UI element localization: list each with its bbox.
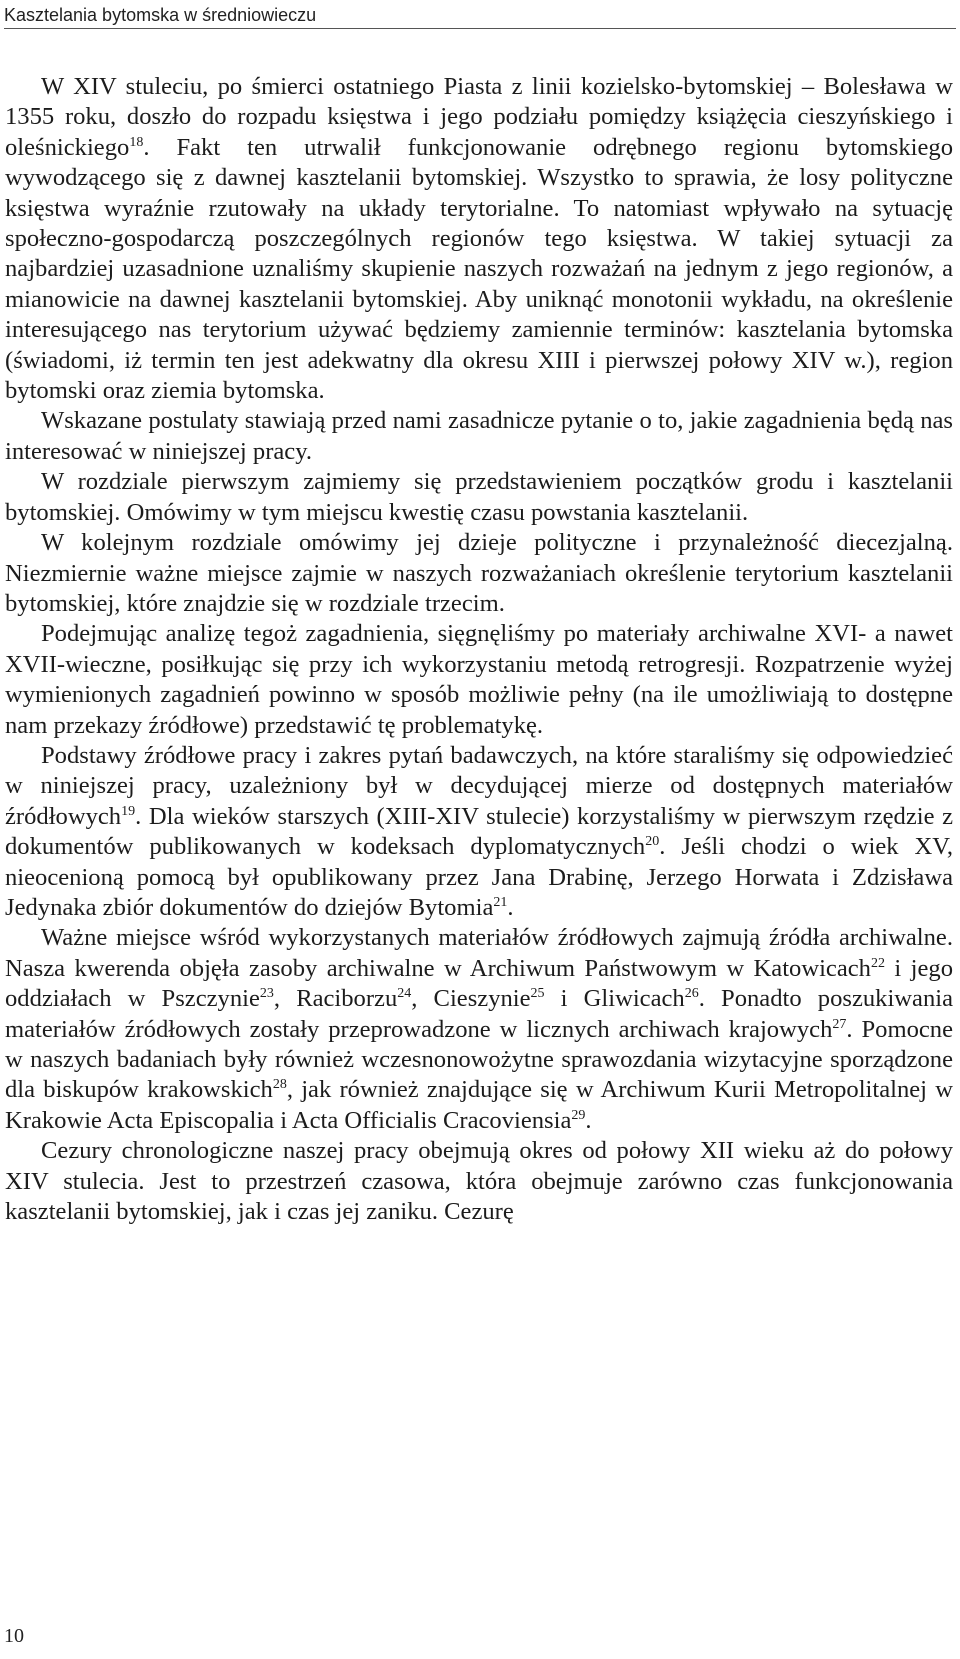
paragraph-text: . <box>585 1106 592 1134</box>
footnote-ref[interactable]: 21 <box>493 894 508 910</box>
page-number: 10 <box>4 1625 24 1647</box>
paragraph-text: . Ponadto poszukiwania materiałów źródłowych zostały przeprowadzone w licznych archiwach krajowych <box>5 985 954 1043</box>
paragraph <box>5 467 953 528</box>
body-text <box>5 72 953 1227</box>
paragraph-text: . Jeśli chodzi o wiek XV, nieocenioną pomocą był opublikowany przez Jana Drabinę, Jerzego Horwata i Zdzisława Jedynaka zbiór dokumentów do dziejów Bytomia <box>5 833 953 921</box>
paragraph-text: Podejmując analizę tegoż zagadnienia, sięgnęliśmy po materiały archiwalne XVI- a nawet XVII-wieczne, posiłkując się przy ich wykorzystaniu metodą retrogresji. Rozpatrzenie wyżej wymienionych zagadnień powinno w sposób możliwie pełny (na ile umożliwiają to dostępne nam przekazy źródłowe) przedstawić tę problematykę. <box>5 620 953 739</box>
paragraph-text: i jego oddziałach w Pszczynie <box>5 954 953 1013</box>
paragraph-text: W XIV stuleciu, po śmierci ostatniego Piasta z linii kozielsko-bytomskiej – Bolesława w 1355 roku, doszło do rozpadu księstwa i jego podziału pomiędzy książęcia cieszyńskiego i oleśnickiego <box>5 73 953 161</box>
footnote-ref[interactable]: 25 <box>530 986 545 1001</box>
paragraph-text: Cezury chronologiczne naszej pracy obejmują okres od połowy XII wieku aż do połowy XIV stulecia. Jest to przestrzeń czasowa, która obejmuje zarówno czas funkcjonowania kasztelanii bytomskiej, jak i czas jej zaniku. Cezurę <box>5 1137 953 1226</box>
footnote-ref[interactable]: 29 <box>571 1107 586 1123</box>
footnote-ref[interactable]: 27 <box>832 1016 847 1032</box>
footnote-ref[interactable]: 24 <box>397 986 412 1001</box>
paragraph-text: Podstawy źródłowe pracy i zakres pytań badawczych, na które staraliśmy się odpowiedzieć w niniejszej pracy, uzależniony był w decydującej mierze od dostępnych materiałów źródłowych <box>5 741 953 830</box>
footnote-ref[interactable]: 22 <box>870 955 885 971</box>
paragraph <box>5 528 953 619</box>
paragraph-text: . Fakt ten utrwalił funkcjonowanie odrębnego regionu bytomskiego wywodzącego się z dawnej kasztelanii bytomskiej. Wszystko to sprawia, że losy polityczne księstwa wyraźnie rzutowały na układy terytorialne. To natomiast wpływało na sytuację społeczno-gospodarczą poszczególnych regionów tego księstwa. W takiej sytuacji za najbardziej uzasadnione uznaliśmy skupienie naszych rozważań na jednym z jego regionów, a mianowicie na dawnej kasztelanii bytomskiej. Aby uniknąć monotonii wykładu, na określenie interesującego nas terytorium używać będziemy zamiennie terminów: kasztelania bytomska (świadomi, iż termin ten jest adekwatny dla okresu XIII i pierwszej połowy XIV w.), region bytomski oraz ziemia bytomska. <box>5 133 953 405</box>
paragraph-text: Wskazane postulaty stawiają przed nami zasadnicze pytanie o to, jakie zagadnienia będą nas interesować w niniejszej pracy. <box>5 407 953 465</box>
paragraph-text: W rozdziale pierwszym zajmiemy się przedstawieniem początków grodu i kasztelanii bytomskiej. Omówimy w tym miejscu kwestię czasu powstania kasztelanii. <box>5 468 953 526</box>
paragraph-text: . <box>507 893 514 921</box>
footnote-ref[interactable]: 26 <box>684 986 699 1001</box>
paragraph <box>5 72 953 406</box>
paragraph <box>5 1136 953 1227</box>
paragraph-text: W kolejnym rozdziale omówimy jej dzieje polityczne i przynależność diecezjalną. Niezmiernie ważne miejsce zajmie w naszych rozważaniach określenie terytorium kasztelanii bytomskiej, które znajdzie się w rozdziale trzecim. <box>5 529 953 617</box>
footnote-ref[interactable]: 20 <box>645 833 660 849</box>
paragraph <box>5 923 953 1136</box>
footnote-ref[interactable]: 18 <box>129 134 144 150</box>
paragraph <box>5 406 953 467</box>
running-header <box>4 4 956 29</box>
paragraph <box>5 619 953 741</box>
footnote-ref[interactable]: 23 <box>259 986 274 1001</box>
paragraph-text: , Raciborzu <box>273 985 398 1013</box>
paragraph-text: Ważne miejsce wśród wykorzystanych materiałów źródłowych zajmują źródła archiwalne. Nasza kwerenda objęła zasoby archiwalne w Archiwum Państwowym w Katowicach <box>5 924 953 982</box>
running-header-title: Kasztelania bytomska w średniowieczu <box>4 5 317 25</box>
paragraph-text: . Pomocne w naszych badaniach były również wczesnonowożytne sprawozdania wizytacyjne sporządzone dla biskupów krakowskich <box>5 1015 953 1104</box>
paragraph-text: , jak również znajdujące się w Archiwum Kurii Metropolitalnej w Krakowie Acta Episcopalia i Acta Officialis Cracoviensia <box>5 1076 953 1134</box>
paragraph <box>5 741 953 923</box>
footnote-ref[interactable]: 28 <box>272 1077 287 1093</box>
paragraph-text: . Dla wieków starszych (XIII-XIV stulecie) korzystaliśmy w pierwszym rzędzie z dokumentów publikowanych w kodeksach dyplomatycznych <box>5 802 953 861</box>
paragraph-text: i Gliwicach <box>544 985 685 1013</box>
footnote-ref[interactable]: 19 <box>121 803 136 819</box>
paragraph-text: , Cieszynie <box>411 985 531 1013</box>
